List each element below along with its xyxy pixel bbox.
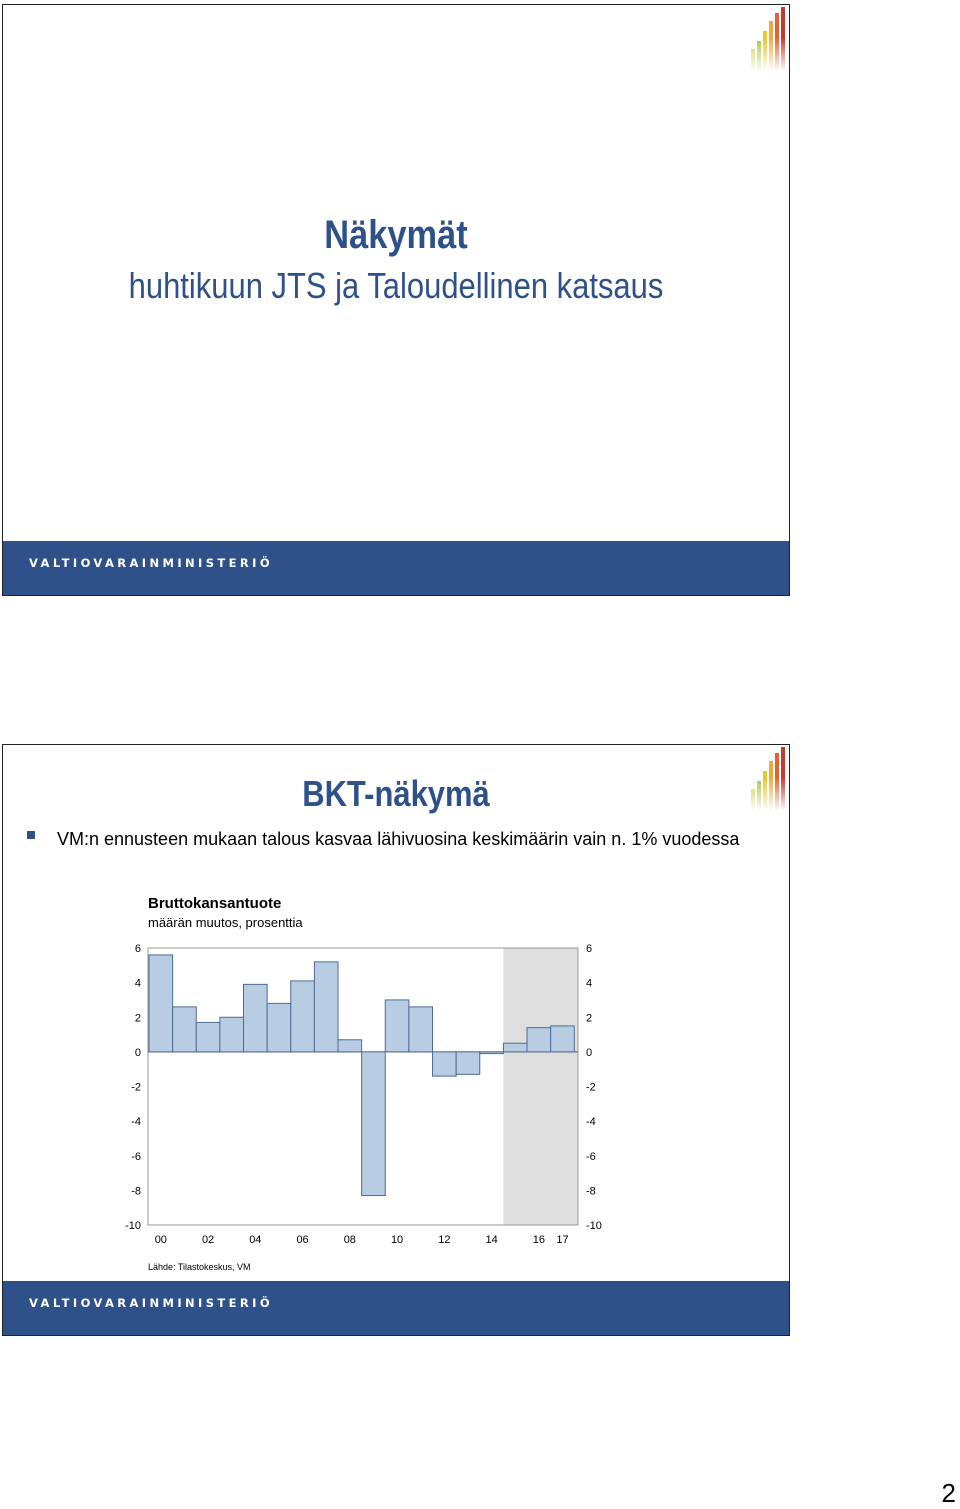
x-tick-label: 17 xyxy=(556,1234,569,1246)
slide-2-title: BKT-näkymä xyxy=(302,773,490,814)
y-tick-label-right: 6 xyxy=(586,943,593,955)
y-tick-label-left: -2 xyxy=(131,1081,141,1094)
ministry-wordmark: VALTIOVARAINMINISTERIÖ xyxy=(29,556,274,570)
ministry-wordmark: VALTIOVARAINMINISTERIÖ xyxy=(29,1296,274,1310)
gdp-bar xyxy=(196,1022,220,1051)
bullet-square-icon xyxy=(27,831,35,839)
slide-2 xyxy=(2,744,790,1336)
y-tick-label-right: 2 xyxy=(586,1012,593,1025)
gdp-bar xyxy=(244,984,268,1052)
x-tick-label: 12 xyxy=(438,1234,451,1246)
x-tick-label: 02 xyxy=(201,1234,215,1246)
chart-subtitle: määrän muutos, prosenttia xyxy=(148,915,303,930)
slide-1 xyxy=(2,4,790,596)
chart-source: Lähde: Tilastokeskus, VM xyxy=(148,1262,251,1272)
gdp-bar xyxy=(267,1003,291,1051)
y-tick-label-left: 4 xyxy=(134,977,141,990)
page-number: 2 xyxy=(941,1478,956,1508)
gdp-bar xyxy=(480,1052,504,1054)
gdp-bar-chart xyxy=(115,887,615,1277)
gdp-bar xyxy=(220,1017,244,1052)
gdp-bar xyxy=(527,1028,551,1052)
gdp-bar xyxy=(503,1043,527,1052)
slide-1-title: Näkymät xyxy=(324,213,468,257)
y-tick-label-left: -10 xyxy=(125,1220,141,1232)
ministry-logo-icon xyxy=(747,747,787,811)
y-tick-label-right: -8 xyxy=(586,1185,596,1198)
gdp-bar xyxy=(551,1026,575,1052)
y-tick-label-right: -6 xyxy=(586,1150,596,1163)
ministry-logo-icon xyxy=(747,7,787,71)
y-tick-label-right: -10 xyxy=(586,1220,602,1232)
gdp-bar xyxy=(433,1052,457,1076)
slide-2-footer xyxy=(3,1281,789,1335)
gdp-bar xyxy=(149,955,173,1052)
y-tick-label-left: -4 xyxy=(131,1116,141,1129)
x-tick-label: 06 xyxy=(296,1234,309,1246)
gdp-bar xyxy=(385,1000,409,1052)
y-tick-label-right: 4 xyxy=(586,977,593,990)
gdp-bar xyxy=(338,1040,362,1052)
y-tick-label-right: -4 xyxy=(586,1116,596,1129)
x-tick-label: 00 xyxy=(154,1234,167,1246)
gdp-bar xyxy=(291,981,315,1052)
y-tick-label-left: -6 xyxy=(131,1150,141,1163)
gdp-bar xyxy=(362,1052,386,1196)
y-tick-label-left: 0 xyxy=(134,1046,141,1059)
chart-title: Bruttokansantuote xyxy=(148,895,282,912)
x-tick-label: 10 xyxy=(390,1234,404,1246)
y-tick-label-left: 2 xyxy=(134,1012,141,1025)
gdp-bar xyxy=(314,962,338,1052)
x-tick-label: 16 xyxy=(532,1234,545,1246)
bullet-text: VM:n ennusteen mukaan talous kasvaa lähivuosina keskimäärin vain n. 1% vuodessa xyxy=(57,829,740,849)
x-tick-label: 08 xyxy=(343,1234,356,1246)
y-tick-label-left: -8 xyxy=(131,1185,141,1198)
gdp-bar xyxy=(409,1007,433,1052)
forecast-shading xyxy=(503,948,578,1225)
slide-1-footer xyxy=(3,541,789,595)
slide-1-subtitle: huhtikuun JTS ja Taloudellinen katsaus xyxy=(128,265,664,306)
gdp-bar xyxy=(456,1052,480,1075)
gdp-bar xyxy=(173,1007,197,1052)
y-tick-label-right: -2 xyxy=(586,1081,596,1094)
y-tick-label-left: 6 xyxy=(134,943,141,955)
x-tick-label: 04 xyxy=(249,1234,262,1246)
y-tick-label-right: 0 xyxy=(586,1046,593,1059)
x-tick-label: 14 xyxy=(485,1234,498,1246)
